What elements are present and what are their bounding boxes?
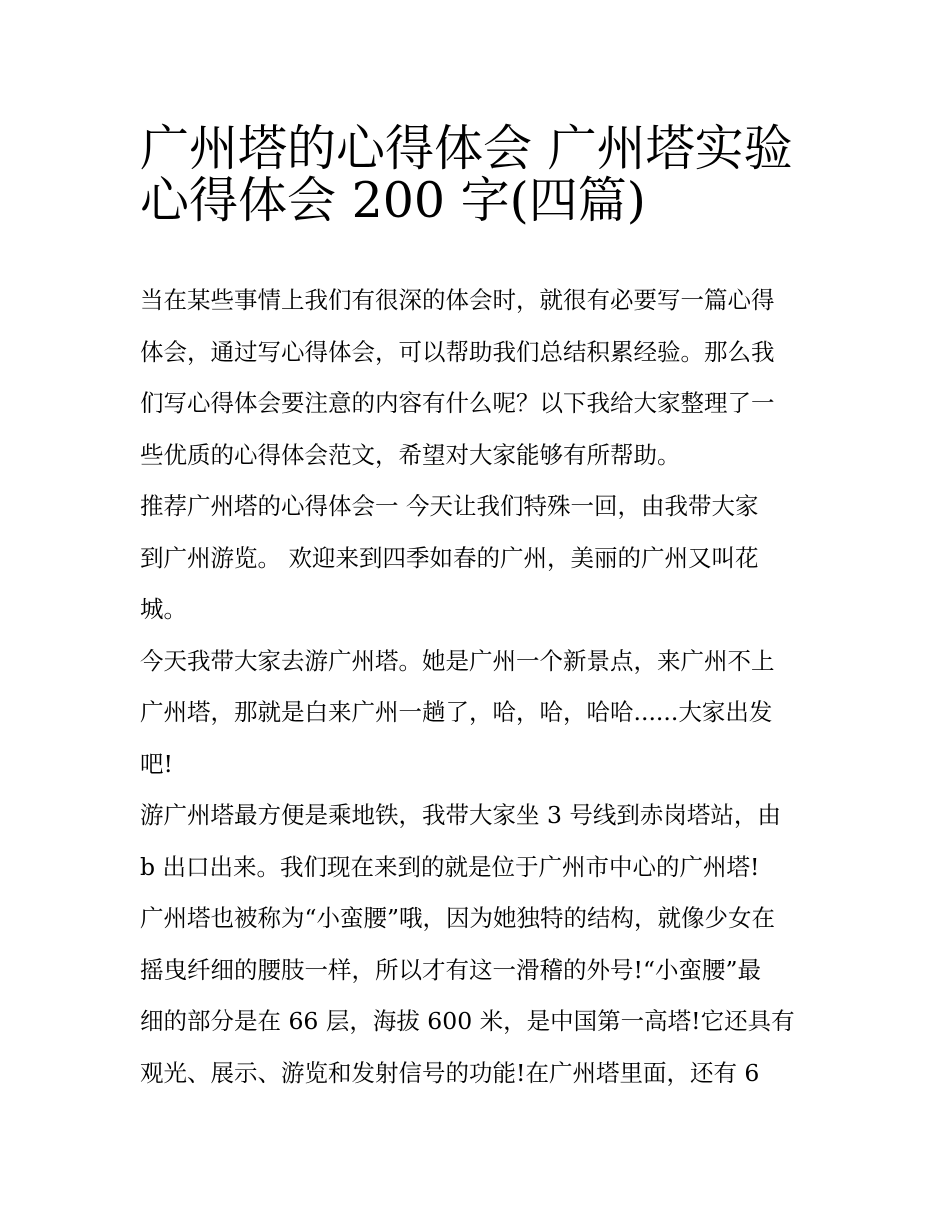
text-line: 些优质的心得体会范文，希望对大家能够有所帮助。 xyxy=(140,440,681,469)
text-line: 到广州游览。 欢迎来到四季如春的广州，美丽的广州又叫花 xyxy=(140,543,759,572)
title-line: 心得体会 200 字(四篇) xyxy=(140,171,646,229)
text-line: b 出口出来。我们现在来到的就是位于广州市中心的广州塔! xyxy=(140,852,760,881)
text-line: 广州塔，那就是白来广州一趟了，哈，哈，哈哈......大家出发 xyxy=(140,698,773,726)
paragraph-tower-description xyxy=(140,790,820,1099)
text-line: 当在某些事情上我们有很深的体会时，就很有必要写一篇心得 xyxy=(140,286,775,314)
text-line: 今天我带大家去游广州塔。她是广州一个新景点，来广州不上 xyxy=(140,646,775,675)
paragraph-essay-one-opening xyxy=(140,481,820,636)
text-line: 细的部分是在 66 层，海拔 600 米，是中国第一高塔!它还具有 xyxy=(140,1007,795,1035)
text-line: 城。 xyxy=(140,595,187,623)
paragraph-tower-visit xyxy=(140,636,820,791)
text-line: 吧! xyxy=(140,749,173,778)
title-line: 广州塔的心得体会 广州塔实验 xyxy=(140,120,793,177)
text-line: 广州塔也被称为“小蛮腰”哦，因为她独特的结构，就像少女在 xyxy=(140,904,776,932)
text-line: 游广州塔最方便是乘地铁，我带大家坐 3 号线到赤岗塔站，由 xyxy=(140,801,781,829)
text-line: 体会，通过写心得体会，可以帮助我们总结积累经验。那么我 xyxy=(140,337,775,366)
document-title xyxy=(140,112,820,229)
document-body xyxy=(140,275,820,1099)
text-line: 观光、展示、游览和发射信号的功能!在广州塔里面，还有 6 xyxy=(140,1058,760,1087)
text-line: 们写心得体会要注意的内容有什么呢？以下我给大家整理了一 xyxy=(140,389,775,417)
paragraph-intro xyxy=(140,275,820,481)
text-line: 推荐广州塔的心得体会一 今天让我们特殊一回，由我带大家 xyxy=(140,492,759,520)
text-line: 摇曳纤细的腰肢一样，所以才有这一滑稽的外号!“小蛮腰”最 xyxy=(140,955,761,984)
